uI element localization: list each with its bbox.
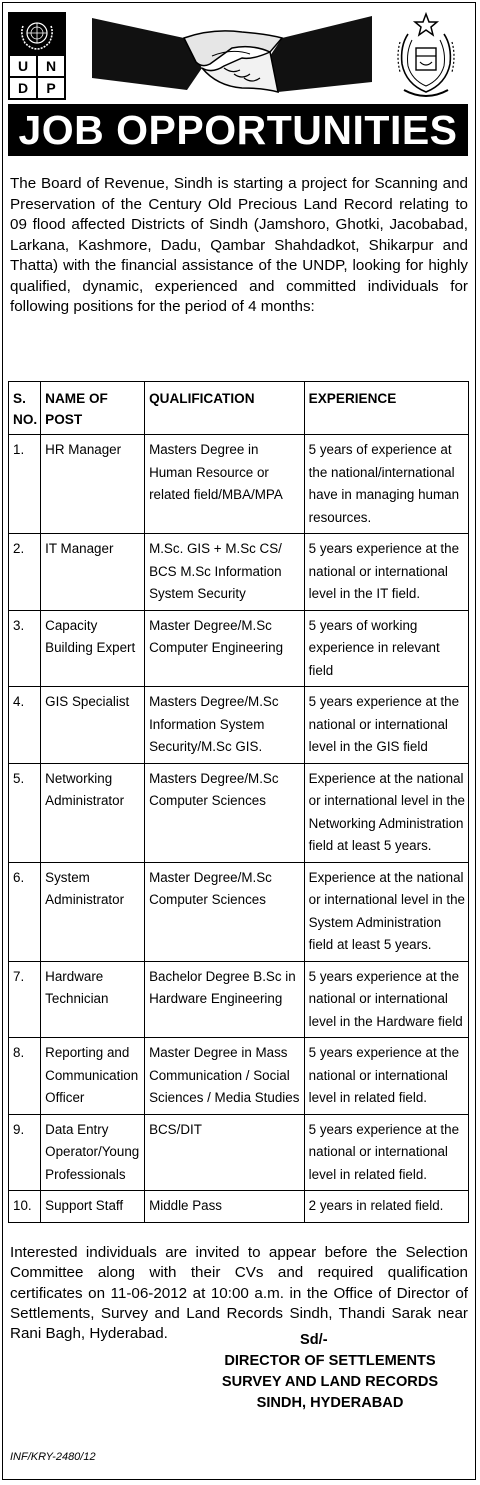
experience: 5 years experience at the national or international level in the GIS field <box>304 687 468 764</box>
header <box>8 8 468 100</box>
qualification: Middle Pass <box>145 1191 305 1223</box>
reference-number: INF/KRY-2480/12 <box>10 1451 96 1463</box>
table-row <box>9 763 469 862</box>
experience: 5 years experience at the national or international level in the Hardware field <box>304 961 468 1038</box>
experience: Experience at the national or international level in the Networking Administration field at least 5 years. <box>304 763 468 862</box>
qualification: BCS/DIT <box>145 1114 305 1191</box>
experience: 5 years experience at the national or international level in related field. <box>304 1038 468 1115</box>
post-name: Hardware Technician <box>41 961 145 1038</box>
experience: Experience at the national or international level in the System Administration field at least 5 years. <box>304 862 468 961</box>
experience: 5 years of experience at the national/international have in managing human resources. <box>304 435 468 534</box>
experience: 2 years in related field. <box>304 1191 468 1223</box>
qualification: Master Degree/M.Sc Computer Engineering <box>145 610 305 687</box>
qualification: Bachelor Degree B.Sc in Hardware Engineering <box>145 961 305 1038</box>
qualification: Master Degree in Mass Communication / Social Sciences / Media Studies <box>145 1038 305 1115</box>
post-name: GIS Specialist <box>41 687 145 764</box>
post-name: HR Manager <box>41 435 145 534</box>
serial-number: 9. <box>9 1114 41 1191</box>
sindh-government-seal <box>386 12 466 100</box>
post-name: Networking Administrator <box>41 763 145 862</box>
positions-table <box>8 381 469 1223</box>
signatory-title: DIRECTOR OF SETTLEMENTS <box>224 1353 436 1369</box>
table-row <box>9 1191 469 1223</box>
undp-letter: P <box>38 78 64 98</box>
serial-number: 8. <box>9 1038 41 1115</box>
table-row <box>9 687 469 764</box>
qualification: M.Sc. GIS + M.Sc CS/ BCS M.Sc Information System Security <box>145 534 305 611</box>
post-name: Data Entry Operator/Young Professionals <box>41 1114 145 1191</box>
table-row <box>9 862 469 961</box>
table-row <box>9 1038 469 1115</box>
signatory-office: SURVEY AND LAND RECORDS <box>221 1374 439 1390</box>
post-name: Support Staff <box>41 1191 145 1223</box>
serial-number: 6. <box>9 862 41 961</box>
serial-number: 2. <box>9 534 41 611</box>
serial-number: 3. <box>9 610 41 687</box>
experience: 5 years experience at the national or international level in related field. <box>304 1114 468 1191</box>
undp-letter: N <box>38 56 64 76</box>
serial-number: 4. <box>9 687 41 764</box>
page-title: JOB OPPORTUNITIES <box>8 104 468 156</box>
signed-mark: Sd/- <box>300 1332 328 1348</box>
serial-number: 7. <box>9 961 41 1038</box>
header-qualification: QUALIFICATION <box>145 382 305 435</box>
post-name: Reporting and Communication Officer <box>41 1038 145 1115</box>
undp-letter: U <box>10 56 36 76</box>
table-row <box>9 961 469 1038</box>
undp-logo <box>8 12 66 100</box>
post-name: System Administrator <box>41 862 145 961</box>
table-header-row <box>9 382 469 435</box>
table-row <box>9 435 469 534</box>
experience: 5 years experience at the national or international level in the IT field. <box>304 534 468 611</box>
handshake-icon <box>92 8 372 100</box>
intro-paragraph: The Board of Revenue, Sindh is starting a project for Scanning and Preservation of the Century Old Precious Land Record relating to 09 flood affected Districts of Sindh (Jamshoro, Ghotki, Jacobabad, Larkana, Kashmore, Dadu, Qambar Shahdadkot, Shikarpur and Thatta) with the financial assistance of the UNDP, looking for highly qualified, dynamic, experienced and committed individuals for following positions for the period of 4 months: <box>10 175 468 315</box>
qualification: Master Degree/M.Sc Computer Sciences <box>145 862 305 961</box>
table-row <box>9 610 469 687</box>
serial-number: 5. <box>9 763 41 862</box>
header-experience: EXPERIENCE <box>304 382 468 435</box>
serial-number: 1. <box>9 435 41 534</box>
header-serial-number: S. NO. <box>9 382 41 435</box>
qualification: Masters Degree in Human Resource or related field/MBA/MPA <box>145 435 305 534</box>
table-row <box>9 534 469 611</box>
undp-letter-grid <box>10 56 64 98</box>
experience: 5 years of working experience in relevant field <box>304 610 468 687</box>
header-name-of-post: NAME OF POST <box>41 382 145 435</box>
qualification: Masters Degree/M.Sc Computer Sciences <box>145 763 305 862</box>
post-name: IT Manager <box>41 534 145 611</box>
serial-number: 10. <box>9 1191 41 1223</box>
instructions-paragraph: Interested individuals are invited to appear before the Selection Committee along with their CVs and required qualification certificates on 11-06-2012 at 10:00 a.m. in the Office of Director of Settlements, Survey and Land Records Sindh, Thandi Sarak near Rani Bagh, Hyderabad. <box>10 1244 468 1343</box>
undp-letter: D <box>10 78 36 98</box>
table-row <box>9 1114 469 1191</box>
un-emblem-icon <box>17 16 57 52</box>
qualification: Masters Degree/M.Sc Information System Security/M.Sc GIS. <box>145 687 305 764</box>
signature-block <box>180 1330 480 1414</box>
signatory-location: SINDH, HYDERABAD <box>256 1395 404 1411</box>
post-name: Capacity Building Expert <box>41 610 145 687</box>
